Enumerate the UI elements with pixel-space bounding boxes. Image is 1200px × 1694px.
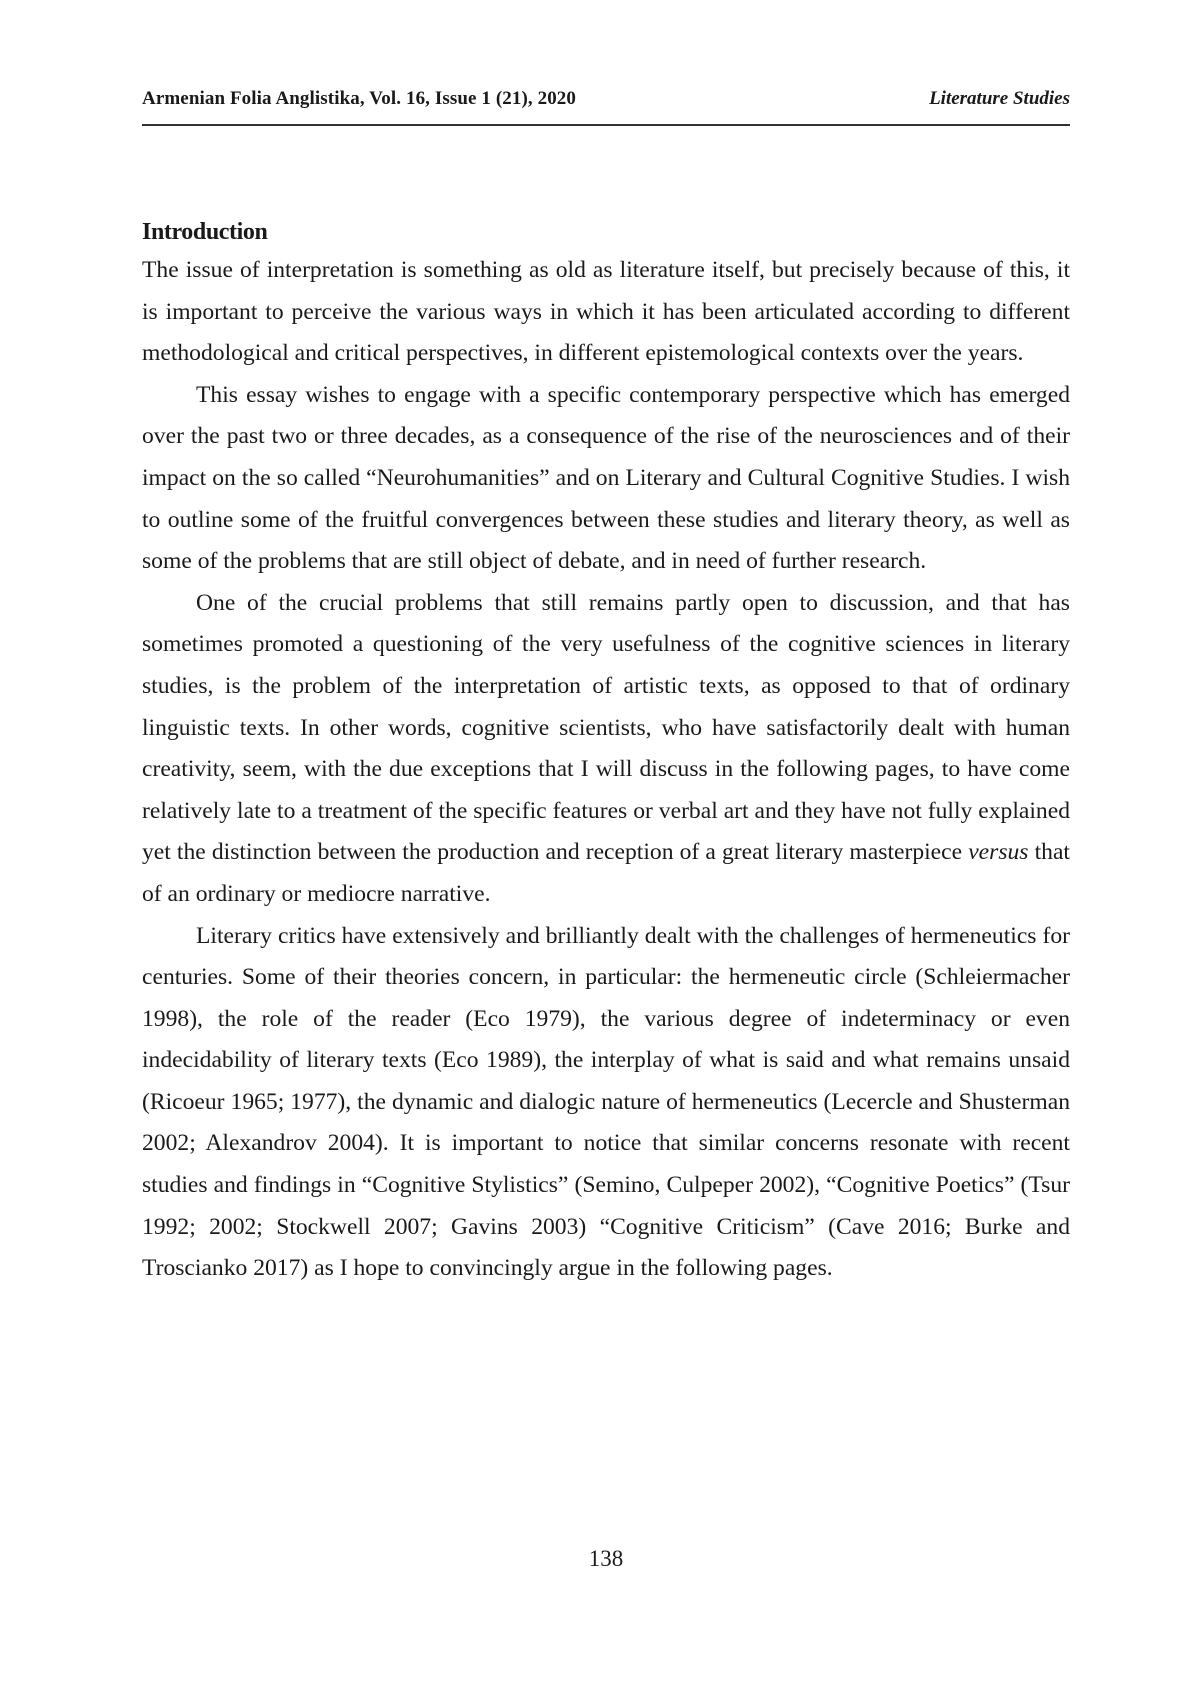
page-number: 138 [588,1546,624,1571]
article-body [142,214,1070,1290]
paragraph-3-text-end: that of an ordinary or mediocre narrative. [142,839,1070,907]
journal-citation: Armenian Folia Anglistika, Vol. 16, Issue 1 (21), 2020 [142,88,577,109]
paragraph-2: This essay wishes to engage with a specific contemporary perspective which has emerged over the past two or three decades, as a consequence of the rise of the neurosciences and of their impact on the so called “Neurohumanities” and on Literary and Cultural Cognitive Studies. I wish to outline some of the fruitful convergences between these studies and literary theory, as well as some of the problems that are still object of debate, and in need of further research. [142,381,1070,575]
paragraph-3-text: One of the crucial problems that still remains partly open to discussion, and that has sometimes promoted a questioning of the very usefulness of the cognitive sciences in literary studies, is the problem of the interpretation of artistic texts, as opposed to that of ordinary linguistic texts. In other words, cognitive scientists, who have satisfactorily dealt with human creativity, seem, with the due exceptions that I will discuss in the following pages, to have come relatively late to a treatment of the specific features or verbal art and they have not fully explained yet the distinction between the production and reception of a great literary masterpiece [142,589,1070,866]
paragraph-1: The issue of interpretation is something as old as literature itself, but precisely because of this, it is important to perceive the various ways in which it has been articulated according to different methodological and critical perspectives, in different epistemological contexts over the years. [142,257,1070,367]
document-page [142,0,1070,1694]
running-header [142,88,1070,126]
paragraph-3 [142,583,1070,916]
emphasis-versus: versus [968,839,1029,866]
section-label: Literature Studies [929,88,1070,109]
section-heading: Introduction [142,219,268,245]
paragraph-4: Literary critics have extensively and brilliantly dealt with the challenges of hermeneutics for centuries. Some of their theories concern, in particular: the hermeneutic circle (Schleiermacher 1998), the role of the reader (Eco 1979), the various degree of indeterminacy or even indecidability of literary texts (Eco 1989), the interplay of what is said and what remains unsaid (Ricoeur 1965; 1977), the dynamic and dialogic nature of hermeneutics (Lecercle and Shusterman 2002; Alexandrov 2004). It is important to notice that similar concerns resonate with recent studies and findings in “Cognitive Stylistics” (Semino, Culpeper 2002), “Cognitive Poetics” (Tsur 1992; 2002; Stockwell 2007; Gavins 2003) “Cognitive Criticism” (Cave 2016; Burke and Troscianko 2017) as I hope to convincingly argue in the following pages. [142,922,1070,1282]
